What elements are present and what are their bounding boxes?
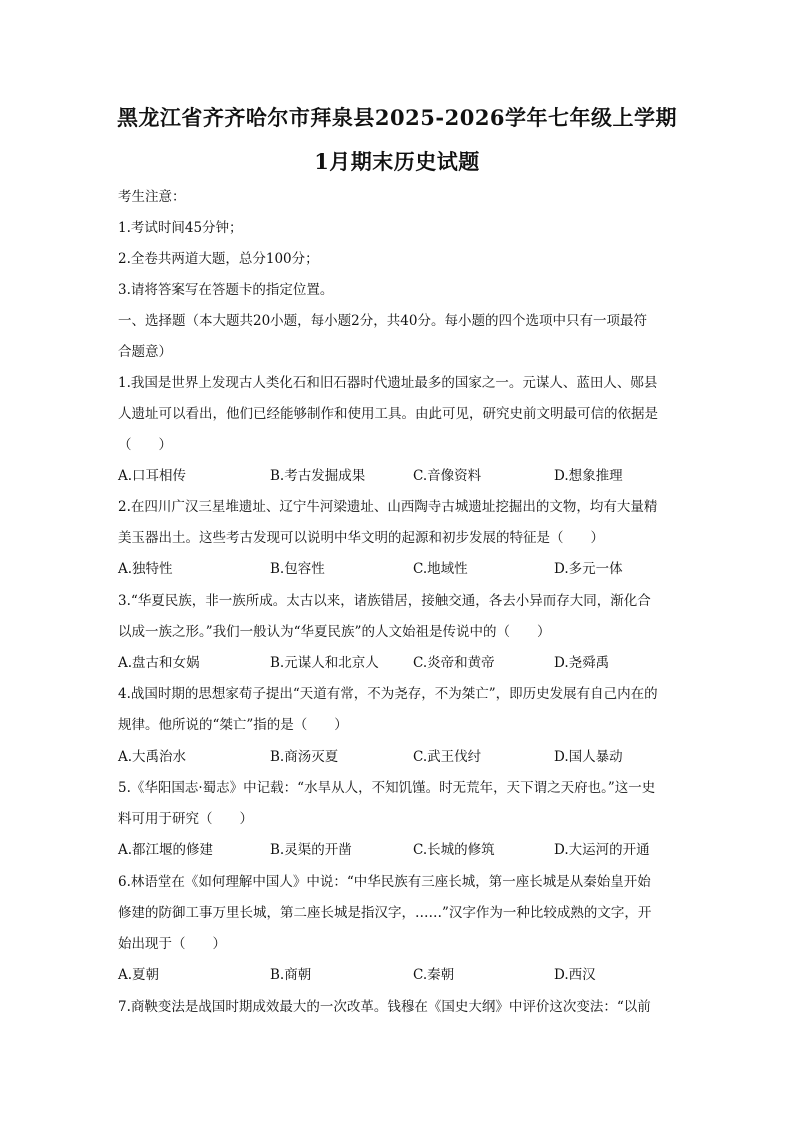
option-c: C.秦朝 [413,967,455,983]
option-b: B.考古发掘成果 [270,468,366,484]
option-b: B.商朝 [270,967,312,983]
option-d: D.尧舜禹 [554,655,610,671]
option-a: A.夏朝 [118,967,160,983]
option-b: B.商汤灭夏 [270,749,339,765]
section-heading-cont: 合题意） [118,344,172,360]
option-b: B.元谋人和北京人 [270,655,379,671]
option-c: C.武王伐纣 [413,749,482,765]
exam-subtitle: 1月期末历史试题 [314,149,480,174]
option-d: D.西汉 [554,967,596,983]
notice-item: 3.请将答案写在答题卡的指定位置。 [118,282,334,298]
question-6-text: 修建的防御工事万里长城，第二座长城是指汉字，……”汉字作为一种比较成熟的文字，开 [118,905,652,921]
option-d: D.想象推理 [554,468,623,484]
option-c: C.炎帝和黄帝 [413,655,495,671]
question-2-text: 2.在四川广汉三星堆遗址、辽宁牛河梁遗址、山西陶寺古城遗址挖掘出的文物，均有大量精 [118,499,658,515]
question-6-text: 6.林语堂在《如何理解中国人》中说：“中华民族有三座长城，第一座长城是从秦始皇开始 [118,874,651,890]
option-d: D.国人暴动 [554,749,623,765]
option-d: D.大运河的开通 [554,842,650,858]
option-b: B.包容性 [270,561,325,577]
notice-item: 1.考试时间45分钟； [118,220,243,236]
question-1-text: 1.我国是世界上发现古人类化石和旧石器时代遗址最多的国家之一。元谋人、蓝田人、郧县 [118,375,658,391]
option-b: B.灵渠的开凿 [270,842,352,858]
question-4-text: 4.战国时期的思想家荀子提出“天道有常，不为尧存，不为桀亡”，即历史发展有自己内在的 [118,686,658,702]
option-a: A.独特性 [118,561,173,577]
question-5-text: 料可用于研究（ ） [118,811,253,827]
option-a: A.口耳相传 [118,468,187,484]
question-1-text: 人遗址可以看出，他们已经能够制作和使用工具。由此可见，研究史前文明最可信的依据是 [118,406,658,422]
exam-title: 黑龙江省齐齐哈尔市拜泉县2025-2026学年七年级上学期 [116,105,678,130]
option-c: C.音像资料 [413,468,482,484]
option-c: C.长城的修筑 [413,842,495,858]
option-a: A.盘古和女娲 [118,655,200,671]
option-a: A.都江堰的修建 [118,842,214,858]
question-4-text: 规律。他所说的“桀亡”指的是（ ） [118,717,348,733]
question-1-text: （ ） [118,437,172,453]
notice-heading: 考生注意： [118,189,186,205]
option-c: C.地域性 [413,561,468,577]
question-3-text: 以成一族之形。”我们一般认为“华夏民族”的人文始祖是传说中的（ ） [118,624,551,640]
question-7-text: 7.商鞅变法是战国时期成效最大的一次改革。钱穆在《国史大纲》中评价这次变法：“以前 [118,999,651,1015]
question-5-text: 5.《华阳国志·蜀志》中记载：“水旱从人，不知饥馑。时无荒年，天下谓之天府也。”这一史 [118,780,656,796]
question-3-text: 3.“华夏民族，非一族所成。太古以来，诸族错居，接触交通，各去小异而存大同，渐化合 [118,593,651,609]
section-heading: 一、选择题（本大题共20小题，每小题2分，共40分。每小题的四个选项中只有一项最符 [118,313,647,329]
notice-item: 2.全卷共两道大题，总分100分； [118,251,319,267]
option-a: A.大禹治水 [118,749,187,765]
question-6-text: 始出现于（ ） [118,936,226,952]
option-d: D.多元一体 [554,561,623,577]
question-2-text: 美玉器出土。这些考古发现可以说明中华文明的起源和初步发展的特征是（ ） [118,530,604,546]
